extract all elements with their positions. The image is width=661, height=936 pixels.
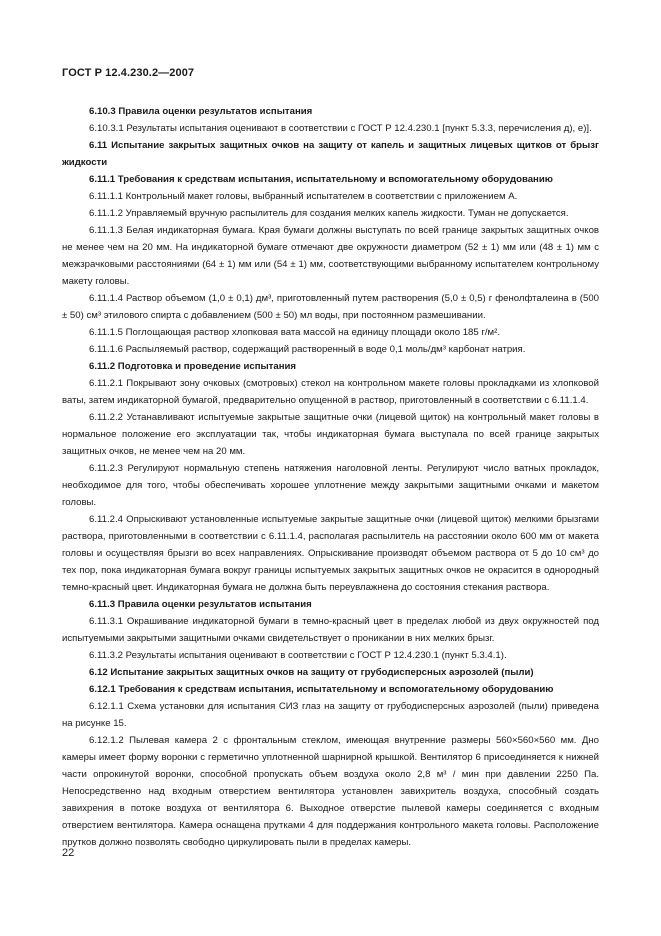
paragraph: 6.11.1.4 Раствор объемом (1,0 ± 0,1) дм³, приготовленный путем растворения (5,0 ± 0,5) г фенолфталеина в (500 ± 50) см³ этилового спирта с добавлением (500 ± 50) мл воды, при постоянном размешивании. — [62, 293, 599, 321]
section-heading: 6.11.3 Правила оценки результатов испытания — [89, 599, 312, 610]
paragraph: 6.11.2.1 Покрывают зону очковых (смотровых) стекол на контрольном макете головы прокладками из хлопковой ваты, затем индикаторной бумагой, предварительно опущенной в раствор, приготовленный в соответствии с 6.11.1.4. — [62, 378, 599, 406]
paragraph: 6.11.1.6 Распыляемый раствор, содержащий растворенный в воде 0,1 моль/дм³ карбонат натрия. — [89, 344, 526, 355]
paragraph: 6.11.2.2 Устанавливают испытуемые закрытые защитные очки (лицевой щиток) на контрольный макет головы в нормальное положение его эксплуатации так, чтобы индикаторная бумага выступала по всей границе закрытых защитных очков, не менее чем на 20 мм. — [62, 412, 599, 457]
paragraph: 6.10.3.1 Результаты испытания оценивают в соответствии с ГОСТ Р 12.4.230.1 [пункт 5.3.3, перечисления д), е)]. — [89, 123, 592, 134]
page-number: 22 — [62, 847, 75, 859]
paragraph: 6.11.2.3 Регулируют нормальную степень натяжения наголовной ленты. Регулируют число ватных прокладок, необходимое для того, чтобы обеспечивать хорошее уплотнение между закрытыми защитными очками и макетом головы. — [62, 463, 599, 508]
section-heading: 6.11.2 Подготовка и проведение испытания — [89, 361, 297, 372]
paragraph: 6.12.1.2 Пылевая камера 2 с фронтальным стеклом, имеющая внутренние размеры 560×560×560 мм. Дно камеры имеет форму воронки с герметично уплотненной шарнирной крышкой. Вентилятор 6 присоединяется к нижней части опрокинутой воронки, способной пропускать объем воздуха около 2,8 м³ / мин при давлении 2250 Па. Непосредственно над входным отверстием вентилятора установлен завихритель воздуха, способный создать завихрения в потоке воздуха от вентилятора 6. Выходное отверстие пылевой камеры соединяется с входным отверстием вентилятора. Камера оснащена прутками 4 для поддержания контрольного макета головы. Расположение прутков должно позволять свободно циркулировать пыли в пределах камеры. — [62, 735, 599, 848]
section-heading: 6.12 Испытание закрытых защитных очков на защиту от грубодисперсных аэрозолей (пыли) — [89, 667, 534, 678]
paragraph: 6.11.1.2 Управляемый вручную распылитель для создания мелких капель жидкости. Туман не допускается. — [89, 208, 569, 219]
paragraph: 6.11.2.4 Опрыскивают установленные испытуемые закрытые защитные очки (лицевой щиток) мелкими брызгами раствора, приготовленными в соответствии с 6.11.1.4, располагая распылитель на расстоянии около 600 мм от макета головы и осуществляя брызги во всех направлениях. Опрыскивание производят объемом раствора от 5 до 10 см³ до тех пор, пока индикаторная бумага вокруг границы испытуемых закрытых защитных очков не окрасится в однородный темно-красный цвет. Индикаторная бумага не должна быть переувлажнена до состояния стекания раствора. — [62, 514, 599, 593]
section-heading: 6.12.1 Требования к средствам испытания, испытательному и вспомогательному оборудованию — [89, 684, 554, 695]
paragraph: 6.11.1.1 Контрольный макет головы, выбранный испытателем в соответствии с приложением А. — [89, 191, 518, 202]
paragraph: 6.11.1.3 Белая индикаторная бумага. Края бумаги должны выступать по всей границе закрытых защитных очков не менее чем на 20 мм. На индикаторной бумаге отмечают две окружности диаметром (52 ± 1) мм или (48 ± 1) мм с межзрачковыми расстояниями (64 ± 1) мм или (54 ± 1) мм, соответствующими выбранному испытателем контрольному макету головы. — [62, 225, 599, 287]
paragraph: 6.12.1.1 Схема установки для испытания СИЗ глаз на защиту от грубодисперсных аэрозолей (пыли) приведена на рисунке 15. — [62, 701, 599, 729]
document-header: ГОСТ Р 12.4.230.2—2007 — [62, 67, 195, 79]
paragraph: 6.11.3.1 Окрашивание индикаторной бумаги в темно-красный цвет в пределах любой из двух окружностей под испытуемыми закрытыми защитными очками свидетельствует о проникании в них мелких брызг. — [62, 616, 599, 644]
section-heading: 6.10.3 Правила оценки результатов испытания — [89, 106, 313, 117]
document-body — [62, 103, 599, 851]
section-heading: 6.11.1 Требования к средствам испытания, испытательному и вспомогательному оборудованию — [89, 174, 553, 185]
paragraph: 6.11.3.2 Результаты испытания оценивают в соответствии с ГОСТ Р 12.4.230.1 (пункт 5.3.4.1). — [89, 650, 507, 661]
section-heading: 6.11 Испытание закрытых защитных очков на защиту от капель и защитных лицевых щитков от брызг жидкости — [62, 140, 599, 168]
paragraph: 6.11.1.5 Поглощающая раствор хлопковая вата массой на единицу площади около 185 г/м². — [89, 327, 500, 338]
